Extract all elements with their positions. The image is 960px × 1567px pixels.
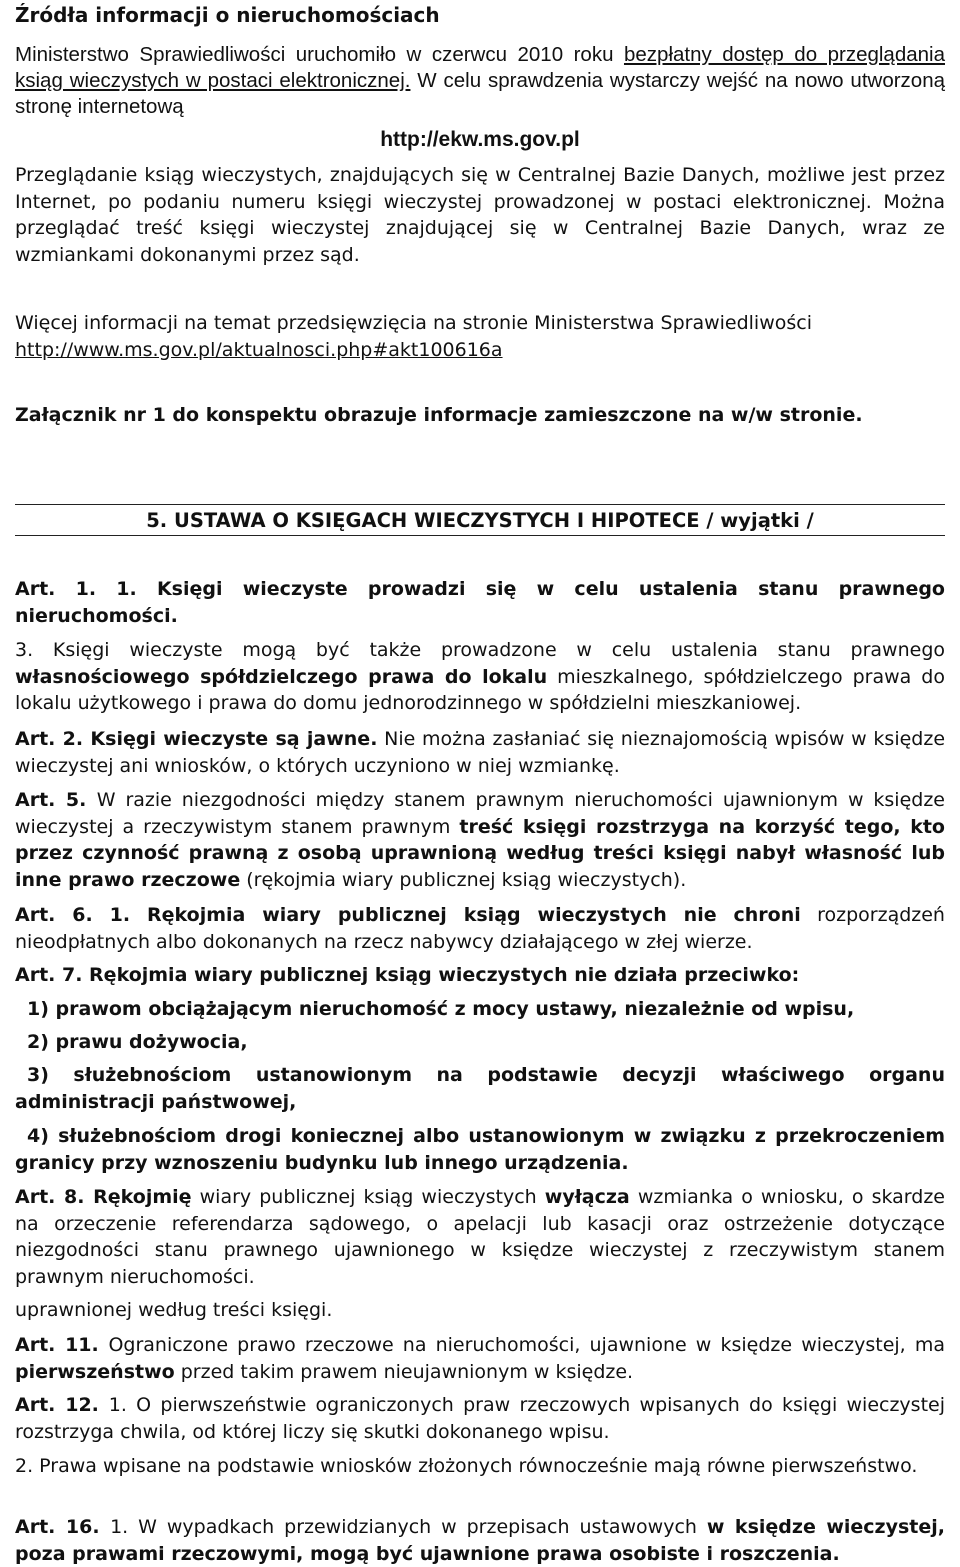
art7-item-3-text: służebnościom ustanowionym na podstawie decyzji właściwego organu administracji państwowej, bbox=[15, 1064, 945, 1113]
art11-head: Art. 11. bbox=[15, 1334, 109, 1356]
art12-paragraph bbox=[15, 1392, 945, 1445]
art16-head: Art. 16. bbox=[15, 1516, 111, 1538]
art11-paragraph bbox=[15, 1332, 945, 1385]
art5-head: Art. 5. bbox=[15, 789, 97, 811]
art16-paragraph bbox=[15, 1514, 945, 1567]
art7-paragraph bbox=[15, 962, 945, 989]
art7-head: Art. 7. bbox=[15, 964, 90, 986]
intro-paragraph bbox=[15, 42, 945, 120]
intro-text-after: W celu sprawdzenia wystarczy wejść na nowo utworzoną stronę internetową bbox=[15, 69, 945, 118]
art6-paragraph bbox=[15, 902, 945, 955]
art2-bold: Księgi wieczyste są jawne. bbox=[90, 728, 378, 750]
art6-bold: Rękojmia wiary publicznej ksiąg wieczystych nie chroni bbox=[147, 904, 801, 926]
art6-text: rozporządzeń nieodpłatnych albo dokonanych na rzecz nabywcy działającego w złej wierze. bbox=[15, 904, 945, 953]
browse-paragraph bbox=[15, 162, 945, 268]
art7-item-2-num: 2) bbox=[27, 1031, 49, 1053]
art7-item-1-num: 1) bbox=[27, 998, 49, 1020]
art12-2-paragraph: 2. Prawa wpisane na podstawie wniosków złożonych równocześnie mają równe pierwszeństwo. bbox=[15, 1455, 918, 1477]
art11-text-2: przed takim prawem nieujawnionym w księdze. bbox=[174, 1360, 634, 1383]
stray-line: uprawnionej według treści księgi. bbox=[15, 1299, 333, 1321]
art8-bold-2: wyłącza bbox=[544, 1186, 630, 1208]
intro-text: Ministerstwo Sprawiedliwości uruchomiło w czerwcu 2010 roku bbox=[15, 43, 624, 66]
art1-3-text: Księgi wieczyste mogą być także prowadzone w celu ustalenia stanu prawnego bbox=[52, 639, 945, 661]
attachment-note: Załącznik nr 1 do konspektu obrazuje informacje zamieszczone na w/w stronie. bbox=[15, 404, 863, 426]
art1-3-paragraph bbox=[15, 637, 945, 717]
art2-text: Nie można zasłaniać się nieznajomością wpisów w księdze wieczystej ani wniosków, o których uczyniono w niej wzmiankę. bbox=[15, 728, 946, 777]
art11-text: Ograniczone prawo rzeczowe na nieruchomości, ujawnione w księdze wieczystej, ma bbox=[108, 1334, 945, 1356]
art8-paragraph bbox=[15, 1184, 945, 1290]
art16-text: 1. W wypadkach przewidzianych w przepisach ustawowych bbox=[110, 1516, 707, 1538]
art12-head: Art. 12. bbox=[15, 1394, 109, 1416]
art1-3-text-2: mieszkalnego, spółdzielczego prawa do lokalu użytkowego i prawa do domu jednorodzinnego w spółdzielni mieszkaniowej. bbox=[15, 665, 945, 714]
art7-item-3 bbox=[15, 1062, 945, 1116]
more-info-text: Więcej informacji na temat przedsięwzięcia na stronie Ministerstwa Sprawiedliwości bbox=[15, 312, 812, 334]
art1-3-bold: własnościowego spółdzielczego prawa do lokalu bbox=[15, 665, 548, 688]
art8-head: Art. 8. bbox=[15, 1186, 94, 1208]
art2-paragraph bbox=[15, 726, 945, 779]
more-info-paragraph bbox=[15, 310, 945, 363]
art5-bold: treść księgi rozstrzyga na korzyść tego, kto przez czynność prawną z osobą uprawnioną według treści księgi nabył własność lub inne prawo rzeczowe bbox=[15, 815, 945, 891]
art5-text-2: (rękojmia wiary publicznej ksiąg wieczystych). bbox=[240, 868, 687, 891]
browse-text-2: Można przeglądać treść księgi wieczystej znajdującej się w Centralnej Bazie Danych, wraz ze wzmiankami dokonanymi przez sąd. bbox=[15, 190, 945, 266]
art2-head: Art. 2. bbox=[15, 728, 91, 750]
art1-head: Art. 1. 1. bbox=[15, 578, 157, 600]
art7-bold: Rękojmia wiary publicznej ksiąg wieczystych nie działa przeciwko: bbox=[89, 964, 800, 986]
art6-head: Art. 6. 1. bbox=[15, 904, 147, 926]
art1-paragraph bbox=[15, 576, 945, 629]
art16-bold: w księdze wieczystej, poza prawami rzeczowymi, mogą być ujawnione prawa osobiste i roszczenia. bbox=[15, 1516, 946, 1565]
art5-text: W razie niezgodności między stanem prawnym nieruchomości ujawnionym w księdze wieczystej a rzeczywistym stanem prawnym bbox=[15, 789, 945, 838]
art12-text: 1. O pierwszeństwie ograniczonych praw rzeczowych wpisanych do księgi wieczystej rozstrzyga chwila, od której liczy się skutki dokonanego wpisu. bbox=[15, 1394, 945, 1443]
site-url[interactable]: http://ekw.ms.gov.pl bbox=[380, 128, 580, 151]
art7-item-1 bbox=[27, 996, 945, 1023]
art7-item-2-text: prawu dożywocia, bbox=[55, 1031, 248, 1053]
art8-bold-1: Rękojmię bbox=[93, 1186, 192, 1208]
page-title: Źródła informacji o nieruchomościach bbox=[15, 3, 440, 27]
more-info-link[interactable]: http://www.ms.gov.pl/aktualnosci.php#akt100616a bbox=[15, 338, 503, 361]
browse-text: Przeglądanie ksiąg wieczystych, znajdujących się w Centralnej Bazie Danych, możliwe jest przez Internet, po podaniu numeru księgi wieczystej prowadzonej w postaci elektronicznej. bbox=[15, 164, 945, 213]
art1-text: Księgi wieczyste prowadzi się w celu ustalenia stanu prawnego nieruchomości. bbox=[15, 578, 945, 627]
intro-link[interactable]: bezpłatny dostęp do przeglądania ksiąg wieczystych w postaci elektronicznej. bbox=[15, 43, 945, 92]
art5-paragraph bbox=[15, 787, 945, 893]
art7-item-4-text: służebnościom drogi koniecznej albo ustanowionym w związku z przekroczeniem granicy przy wznoszeniu budynku lub innego urządzenia. bbox=[15, 1125, 946, 1174]
art8-text-1: wiary publicznej ksiąg wieczystych bbox=[191, 1186, 545, 1208]
art8-text-2: wzmianka o wniosku, o skardze na orzeczenie referendarza sądowego, o apelacji lub kasacji oraz ostrzeżenie dotyczące niezgodności stanu prawnego ujawnionego w księdze wieczystej z rzeczywistym stanem prawnym nieruchomości. bbox=[15, 1186, 945, 1288]
art1-3-num: 3. bbox=[15, 639, 53, 661]
art7-item-4-num: 4) bbox=[27, 1125, 49, 1147]
art11-bold: pierwszeństwo bbox=[15, 1360, 175, 1383]
art7-item-3-num: 3) bbox=[27, 1064, 49, 1086]
art7-item-1-text: prawom obciążającym nieruchomość z mocy ustawy, niezależnie od wpisu, bbox=[55, 998, 855, 1020]
art7-item-4 bbox=[15, 1123, 945, 1177]
art7-item-2 bbox=[27, 1029, 945, 1056]
section-heading: 5. USTAWA O KSIĘGACH WIECZYSTYCH I HIPOTECE / wyjątki / bbox=[15, 504, 945, 536]
